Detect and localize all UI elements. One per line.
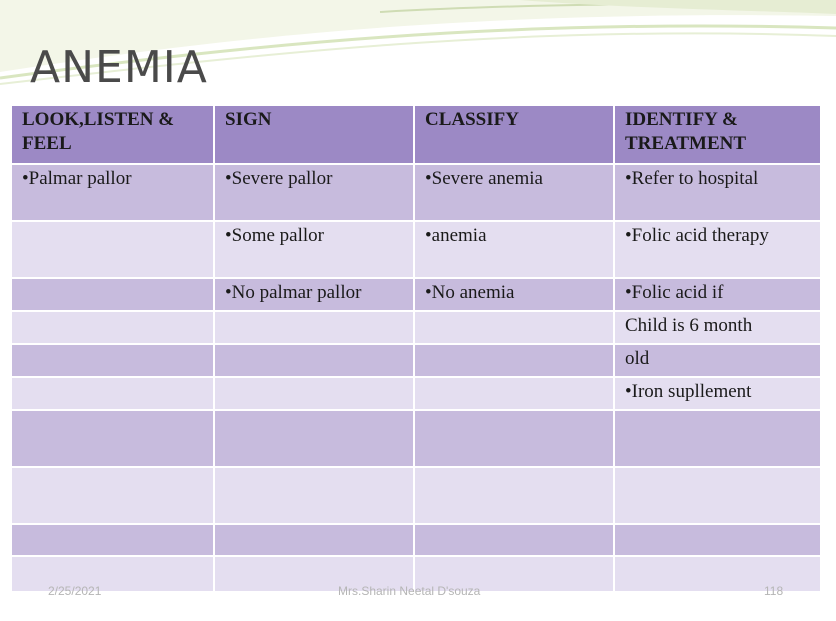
table-cell: •anemia <box>414 221 614 278</box>
table-cell <box>12 410 214 467</box>
table-cell: •Palmar pallor <box>12 164 214 221</box>
table-cell <box>414 311 614 344</box>
table-row <box>12 278 821 311</box>
table-row <box>12 377 821 410</box>
table-row <box>12 524 821 556</box>
table-cell: old <box>614 344 821 377</box>
table-cell <box>414 524 614 556</box>
table-cell <box>614 556 821 592</box>
table-cell <box>12 524 214 556</box>
table-cell <box>12 278 214 311</box>
table-cell: Child is 6 month <box>614 311 821 344</box>
table-cell <box>12 377 214 410</box>
table-cell <box>12 221 214 278</box>
table-cell: •Severe pallor <box>214 164 414 221</box>
table-row <box>12 221 821 278</box>
table-cell <box>214 467 414 524</box>
table-cell <box>214 344 414 377</box>
table-cell <box>614 410 821 467</box>
table-cell <box>12 344 214 377</box>
table-cell <box>214 524 414 556</box>
table-row <box>12 410 821 467</box>
table-cell <box>614 467 821 524</box>
column-header-sign: SIGN <box>214 106 414 164</box>
table-row <box>12 311 821 344</box>
table-cell <box>614 524 821 556</box>
table-cell <box>12 467 214 524</box>
table-cell <box>214 311 414 344</box>
footer-page-number: 118 <box>764 584 784 598</box>
table-row <box>12 467 821 524</box>
table-row <box>12 164 821 221</box>
table-cell: •Iron supllement <box>614 377 821 410</box>
column-header-look-listen-feel: LOOK,LISTEN & FEEL <box>12 106 214 164</box>
column-header-identify-treatment: IDENTIFY & TREATMENT <box>614 106 821 164</box>
table-cell: •Severe anemia <box>414 164 614 221</box>
table-row <box>12 344 821 377</box>
table-cell <box>414 344 614 377</box>
table-cell <box>414 377 614 410</box>
table-cell: •Folic acid if <box>614 278 821 311</box>
table-cell <box>414 410 614 467</box>
table-cell <box>414 467 614 524</box>
table-cell <box>214 410 414 467</box>
table-cell <box>214 377 414 410</box>
footer-author: Mrs.Sharin Neetal D'souza <box>338 584 481 598</box>
imci-table <box>12 106 821 592</box>
table-cell <box>12 311 214 344</box>
table-cell <box>12 556 214 592</box>
table-cell: •Folic acid therapy <box>614 221 821 278</box>
table-cell: •Some pallor <box>214 221 414 278</box>
footer-date: 2/25/2021 <box>48 584 102 598</box>
table-cell: •No palmar pallor <box>214 278 414 311</box>
table-cell: •Refer to hospital <box>614 164 821 221</box>
table-cell: •No anemia <box>414 278 614 311</box>
slide-title: ANEMIA <box>30 42 208 93</box>
column-header-classify: CLASSIFY <box>414 106 614 164</box>
